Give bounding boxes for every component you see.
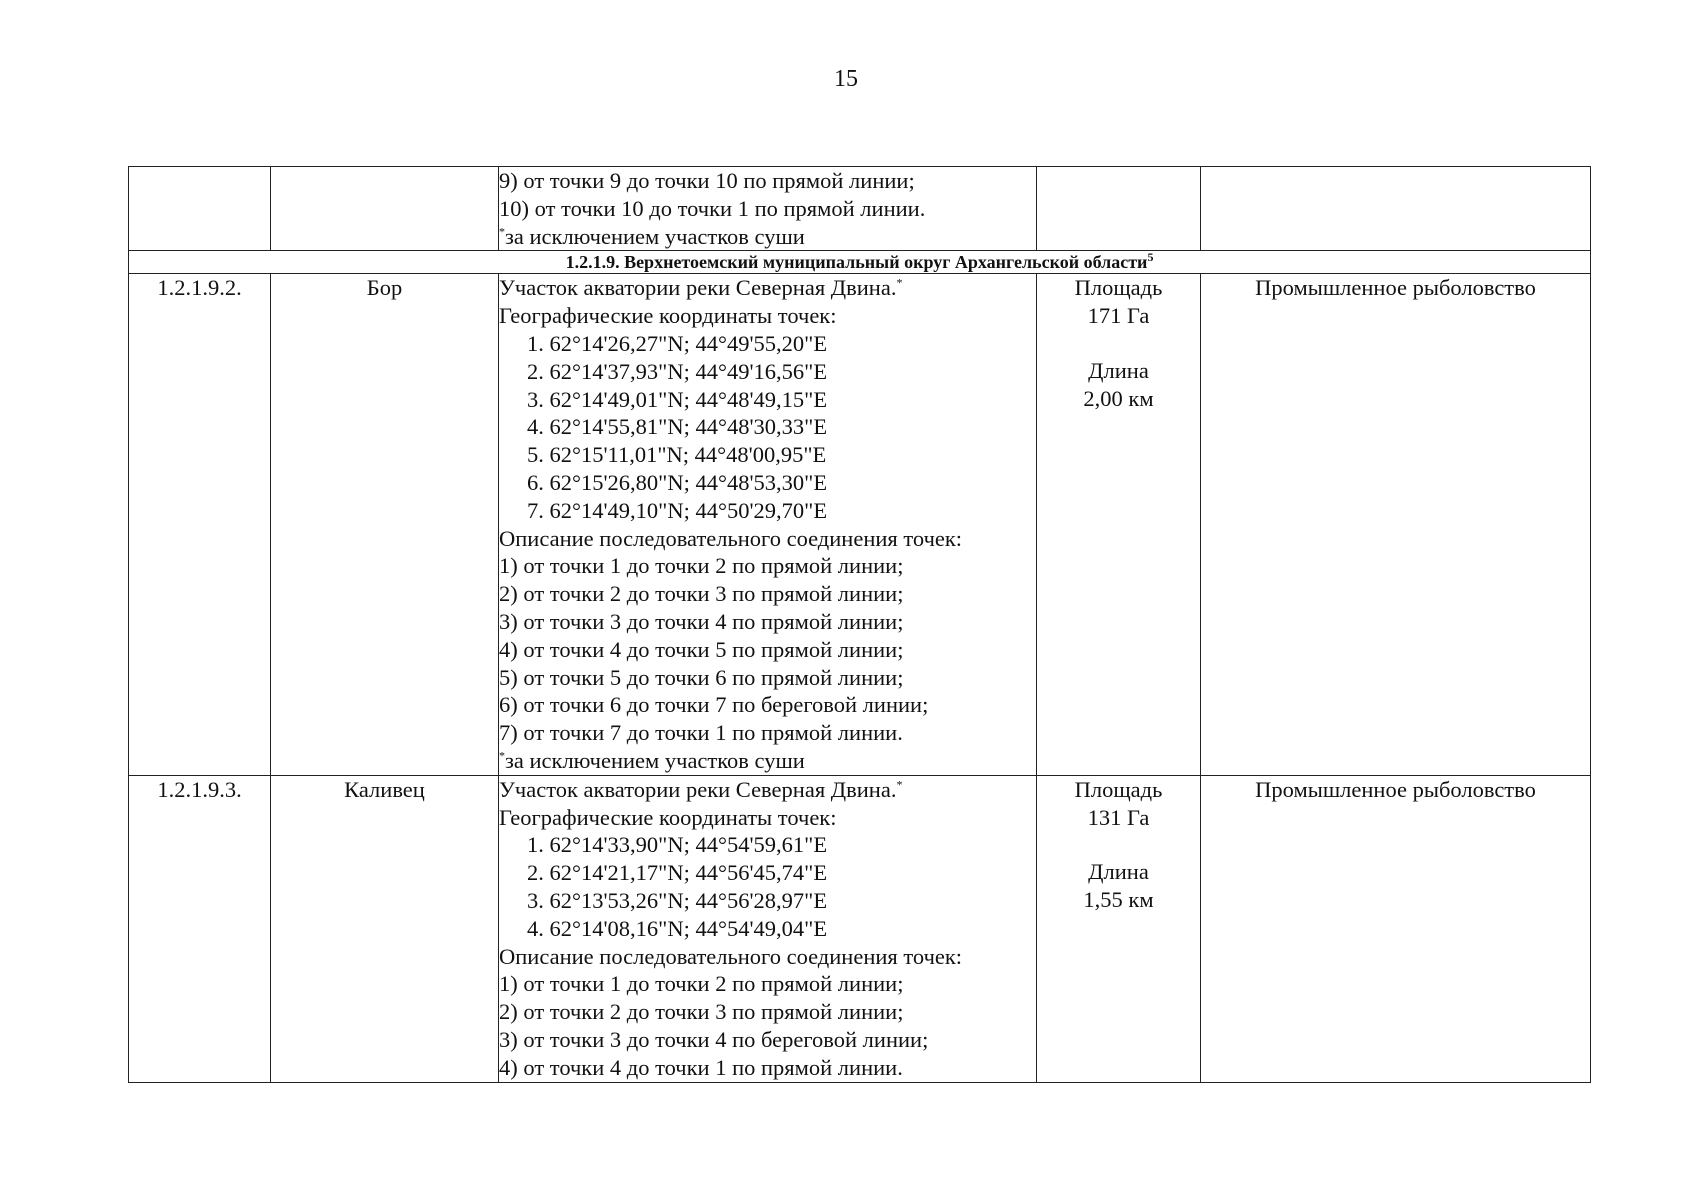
coordinate-item: 3. 62°14'49,01"N; 44°48'49,15"E — [527, 386, 828, 412]
length-value: 2,00 км — [1083, 385, 1154, 411]
description-cell — [499, 775, 1037, 1082]
connection-line: 1) от точки 1 до точки 2 по прямой линии; — [499, 971, 904, 997]
connection-line: 2) от точки 2 до точки 3 по прямой линии; — [499, 581, 904, 607]
connection-line: 1) от точки 1 до точки 2 по прямой линии; — [499, 553, 904, 579]
connection-line: 3) от точки 3 до точки 4 по прямой линии; — [499, 608, 904, 634]
section-header-row — [129, 251, 1591, 274]
continuation-row — [129, 167, 1591, 251]
area-cell — [1037, 775, 1201, 1082]
footnote-line: *за исключением участков суши — [499, 747, 805, 773]
connection-line: 4) от точки 4 до точки 1 по прямой линии. — [499, 1054, 903, 1080]
area-label: Площадь — [1074, 776, 1163, 802]
code-cell — [129, 167, 271, 251]
coordinate-item: 5. 62°15'11,01"N; 44°48'00,95"E — [527, 442, 827, 468]
coordinate-item: 1. 62°14'26,27"N; 44°49'55,20"E — [527, 330, 828, 356]
footnote-line: *за исключением участков суши — [499, 223, 805, 249]
usage-cell: Промышленное рыболовство — [1201, 274, 1591, 775]
area-value: 131 Га — [1087, 804, 1150, 830]
connection-line: 6) от точки 6 до точки 7 по береговой линии; — [499, 692, 929, 718]
length-label: Длина — [1088, 859, 1149, 885]
area-name: Каливец — [271, 775, 499, 1082]
connection-line: 2) от точки 2 до точки 3 по прямой линии; — [499, 999, 904, 1025]
coordinate-item: 3. 62°13'53,26"N; 44°56'28,97"E — [527, 887, 828, 913]
area-heading: Участок акватории реки Северная Двина.* — [499, 275, 903, 301]
area-heading: Участок акватории реки Северная Двина.* — [499, 776, 903, 802]
area-code: 1.2.1.9.3. — [129, 775, 271, 1082]
coordinate-item: 6. 62°15'26,80"N; 44°48'53,30"E — [527, 469, 828, 495]
area-value: 171 Га — [1087, 303, 1150, 329]
coordinate-item: 7. 62°14'49,10"N; 44°50'29,70"E — [527, 497, 828, 523]
coords-title: Географические координаты точек: — [499, 804, 837, 830]
description-cell — [499, 167, 1037, 251]
connection-line: 7) от точки 7 до точки 1 по прямой линии. — [499, 720, 903, 746]
connection-line: 4) от точки 4 до точки 5 по прямой линии; — [499, 636, 904, 662]
coordinate-item: 1. 62°14'33,90"N; 44°54'59,61"E — [527, 832, 828, 858]
page-number: 15 — [834, 66, 858, 92]
area-name: Бор — [271, 274, 499, 775]
area-cell — [1037, 167, 1201, 251]
coordinate-item: 4. 62°14'55,81"N; 44°48'30,33"E — [527, 414, 828, 440]
fishing-areas-table — [128, 166, 1591, 1083]
connections-title: Описание последовательного соединения точек: — [499, 525, 963, 551]
usage-cell — [1201, 167, 1591, 251]
length-label: Длина — [1088, 357, 1149, 383]
connection-line: 10) от точки 10 до точки 1 по прямой линии. — [499, 195, 926, 221]
description-cell — [499, 274, 1037, 775]
area-label: Площадь — [1074, 275, 1163, 301]
table-row — [129, 274, 1591, 775]
length-value: 1,55 км — [1083, 887, 1154, 913]
usage-cell: Промышленное рыболовство — [1201, 775, 1591, 1082]
area-code: 1.2.1.9.2. — [129, 274, 271, 775]
coordinate-item: 2. 62°14'21,17"N; 44°56'45,74"E — [527, 860, 828, 886]
table-row — [129, 775, 1591, 1082]
coords-title: Географические координаты точек: — [499, 303, 837, 329]
connection-line: 9) от точки 9 до точки 10 по прямой линии; — [499, 168, 915, 193]
coordinate-item: 4. 62°14'08,16"N; 44°54'49,04"E — [527, 915, 828, 941]
coordinate-item: 2. 62°14'37,93"N; 44°49'16,56"E — [527, 358, 828, 384]
connection-line: 5) от точки 5 до точки 6 по прямой линии; — [499, 664, 904, 690]
name-cell — [271, 167, 499, 251]
area-cell — [1037, 274, 1201, 775]
section-title: 1.2.1.9. Верхнетоемский муниципальный округ Архангельской области$^5$ — [129, 251, 1591, 274]
connections-title: Описание последовательного соединения точек: — [499, 943, 963, 969]
connection-line: 3) от точки 3 до точки 4 по береговой линии; — [499, 1026, 929, 1052]
